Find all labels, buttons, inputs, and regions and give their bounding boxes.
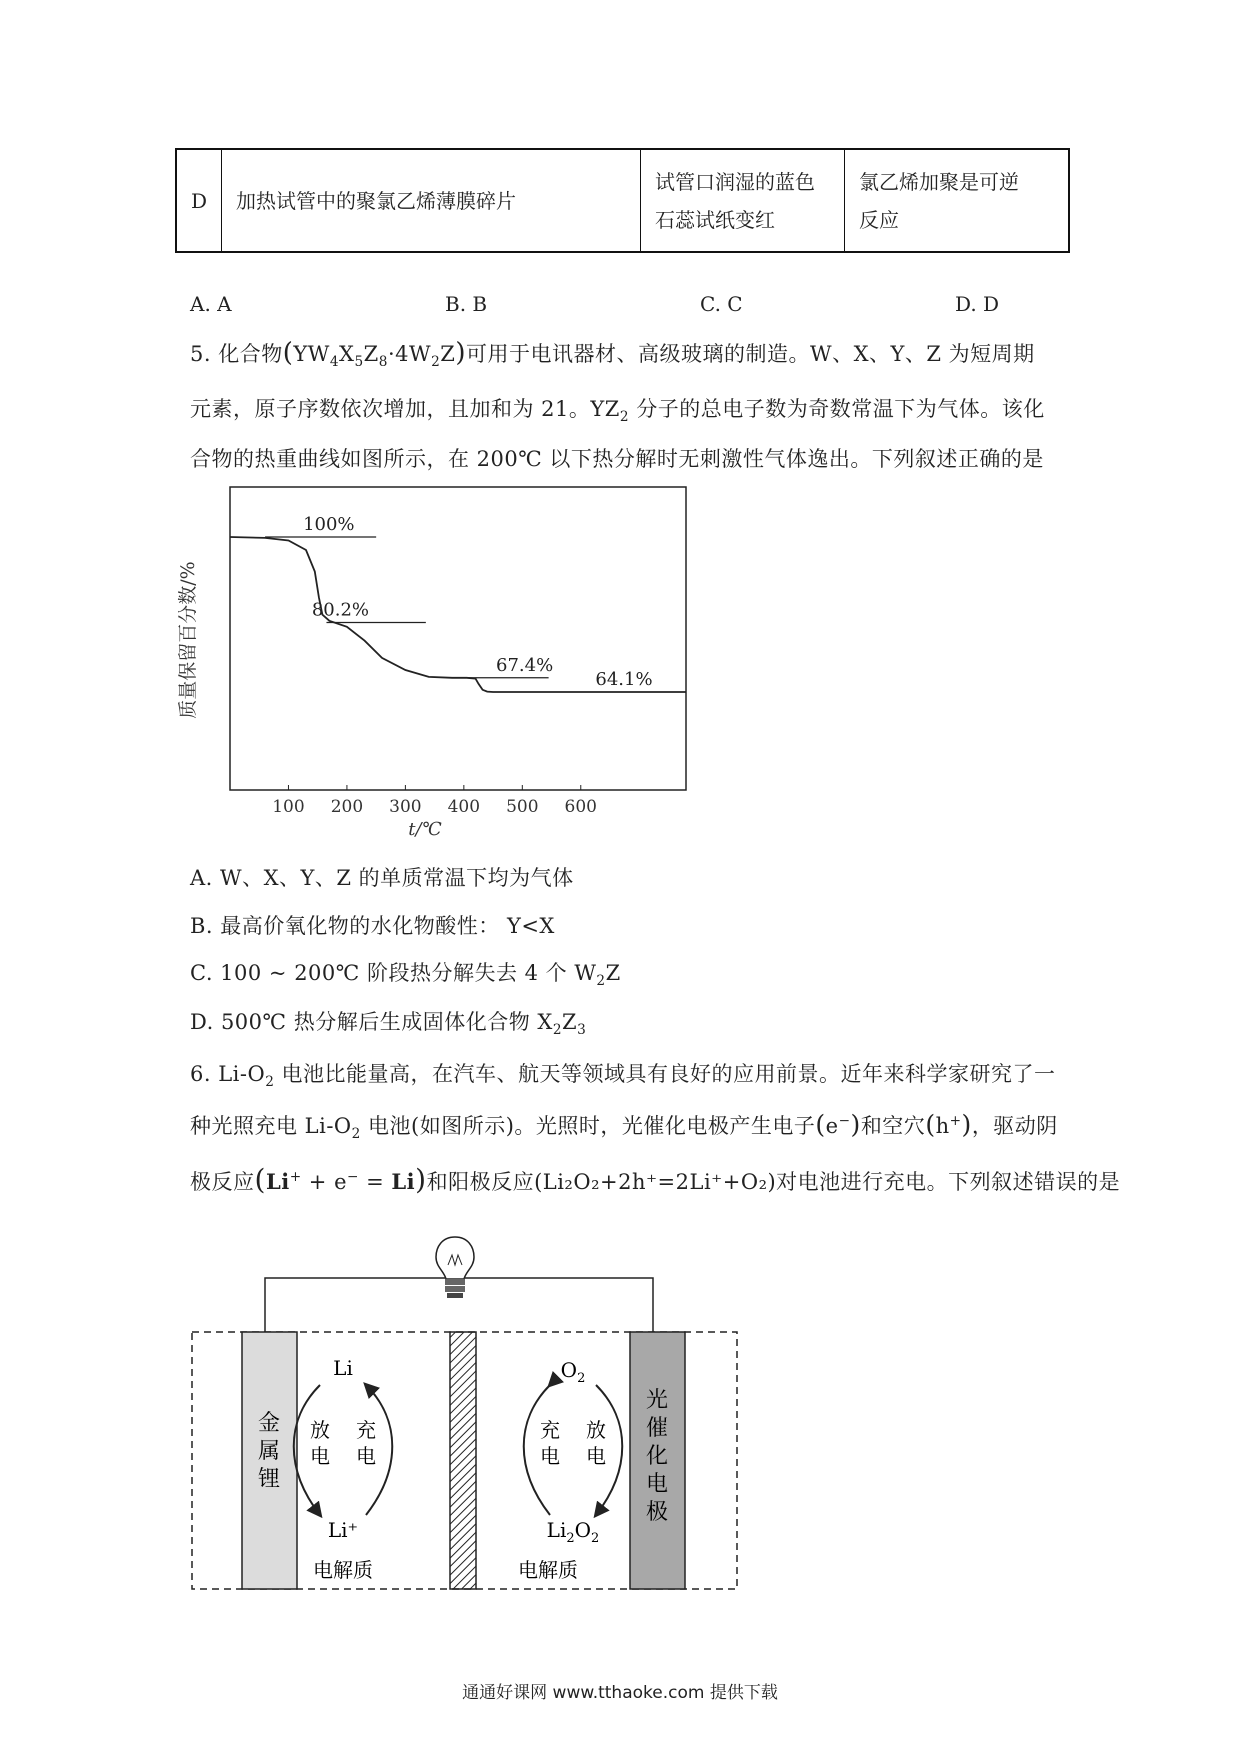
species-li2o2: $Li_2O_2$ — [546, 1518, 600, 1546]
annotation-label: 80.2% — [311, 599, 370, 621]
q5-option-b: B. 最高价氧化物的水化物酸性： Y<X — [190, 914, 555, 938]
q5-line-1: 5. 化合物$(YW_4X_5Z_8\cdot 4W_2Z)$可用于电讯器材、高级玻璃的制造。W、X、Y、Z 为短周期 — [190, 338, 1035, 371]
y-axis-label: 质量保留百分数/% — [177, 561, 199, 719]
q4-option-d: D. D — [955, 292, 1000, 316]
species-li: Li — [333, 1356, 353, 1380]
phenomenon-line-1: 试管口润湿的蓝色 — [655, 169, 816, 194]
annotation-label: 67.4% — [496, 654, 554, 676]
conclusion-cell — [845, 149, 1069, 252]
separator-membrane — [450, 1332, 476, 1589]
page-footer: 通通好课网 www.tthaoke.com 提供下载 — [462, 1683, 778, 1703]
operation-cell: 加热试管中的聚氯乙烯薄膜碎片 — [222, 149, 641, 252]
left-electrode-label-2: 属 — [257, 1439, 281, 1464]
x-tick-label: 300 — [389, 797, 422, 817]
q6-line-1: 6. $Li-O_2$ 电池比能量高，在汽车、航天等领域具有良好的应用前景。近年来科学家研究了一 — [190, 1062, 1056, 1091]
left-arrow-label-3: 充 — [356, 1418, 376, 1442]
x-axis-label: t/℃ — [408, 819, 442, 840]
x-tick-label: 200 — [330, 797, 364, 817]
q6-line-3: 极反应(Li+ + e− = Li)和阳极反应(Li₂O₂+2h⁺=2Li⁺+O₂)对电池进行充电。下列叙述错误的是 — [190, 1163, 1121, 1196]
table-row — [176, 149, 1069, 252]
left-electrode-label-3: 锂 — [257, 1467, 281, 1492]
right-electrode-label-2: 催 — [645, 1416, 669, 1441]
left-arrow-label-1: 放 — [310, 1418, 330, 1442]
q4-option-a: A. A — [190, 292, 232, 316]
right-electrode-label-4: 电 — [645, 1472, 669, 1497]
light-bulb-icon — [436, 1237, 474, 1298]
battery-diagram — [180, 1225, 750, 1595]
right-electrode-label-1: 光 — [645, 1388, 669, 1413]
right-arrow-label-2: 电 — [540, 1444, 560, 1468]
annotation-label: 100% — [303, 514, 355, 535]
row-letter: D — [176, 149, 222, 252]
x-tick-label: 600 — [564, 797, 597, 817]
right-arrow-label-4: 电 — [586, 1444, 606, 1468]
x-tick-label: 100 — [272, 797, 305, 817]
right-arrow-label-1: 充 — [540, 1418, 560, 1442]
x-tick-label: 500 — [506, 797, 539, 817]
conclusion-line-1: 氯乙烯加聚是可逆 — [859, 169, 1020, 194]
right-electrode-label-5: 极 — [645, 1500, 669, 1525]
q5-option-d: D. 500℃ 热分解后生成固体化合物 $X_2Z_3$ — [190, 1010, 587, 1039]
left-arrow-label-2: 电 — [310, 1444, 330, 1468]
plot-frame — [230, 487, 686, 790]
q5-line-3: 合物的热重曲线如图所示，在 200℃ 以下热分解时无刺激性气体逸出。下列叙述正确的是 — [190, 447, 1044, 471]
q5-option-c: C. 100 ~ 200℃ 阶段热分解失去 4 个 $W_2Z$ — [190, 961, 621, 990]
x-tick-label: 400 — [447, 797, 481, 817]
q6-line-2: 种光照充电 $Li-O_2$ 电池(如图所示)。光照时，光催化电极产生电子(e−)和空穴(h+)，驱动阴 — [190, 1110, 1058, 1143]
electrolyte-right: 电解质 — [518, 1558, 578, 1582]
q4-option-c: C. C — [700, 292, 743, 316]
electrolyte-left: 电解质 — [313, 1558, 373, 1582]
phenomenon-line-2: 石蕊试纸变红 — [655, 207, 776, 232]
q5-option-a: A. W、X、Y、Z 的单质常温下均为气体 — [190, 866, 574, 890]
left-electrode-label-1: 金 — [257, 1411, 281, 1436]
conclusion-line-2: 反应 — [859, 207, 900, 232]
chart-marks — [230, 514, 686, 817]
right-electrode-label-3: 化 — [645, 1444, 669, 1469]
q4-option-b: B. B — [445, 292, 488, 316]
annotation-label: 64.1% — [595, 669, 653, 690]
q5-line-2: 元素，原子序数依次增加，且加和为 21。$YZ_2$ 分子的总电子数为奇数常温下为气体。该化 — [190, 397, 1045, 426]
species-li-ion: Li⁺ — [327, 1518, 359, 1542]
thermogravimetric-chart — [177, 480, 700, 850]
answer-table — [175, 148, 1070, 253]
right-arrow-label-3: 放 — [586, 1418, 606, 1442]
species-o2: $O_2$ — [560, 1358, 586, 1386]
left-arrow-label-4: 电 — [356, 1444, 376, 1468]
phenomenon-cell — [641, 149, 845, 252]
